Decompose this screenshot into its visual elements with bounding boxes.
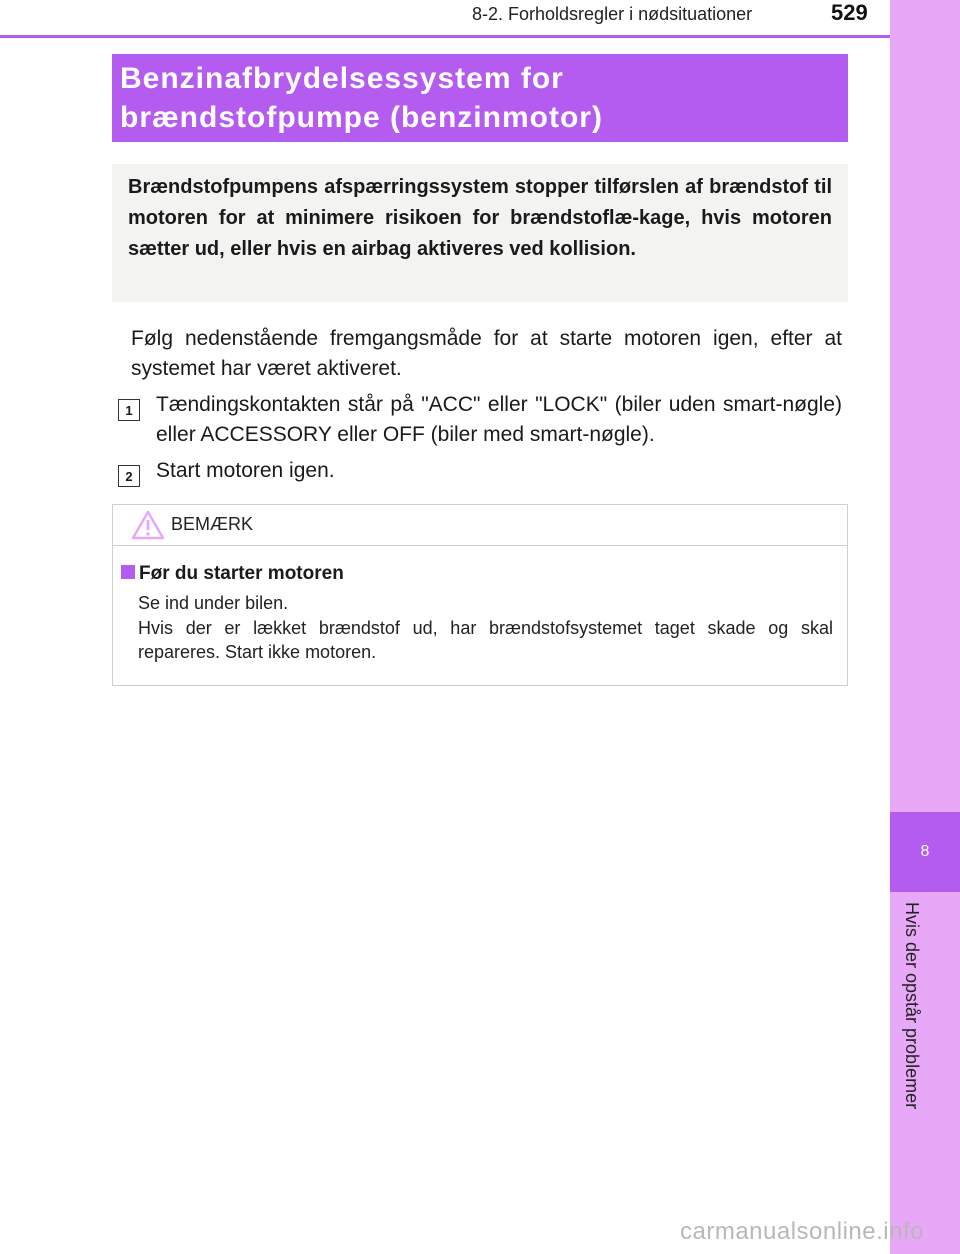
step-2 (118, 456, 842, 486)
intro-box (112, 164, 848, 302)
step-number-badge: 2 (118, 465, 140, 487)
notice-subheading-text: Før du starter motoren (139, 563, 344, 584)
header-divider (0, 35, 890, 38)
notice-line-2: Hvis der er lækket brændstof ud, har brændstofsystemet taget skade og skal repareres. Start ikke motoren. (138, 617, 833, 662)
chapter-number-tab: 8 (890, 812, 960, 892)
warning-triangle-icon (131, 510, 165, 545)
watermark: carmanualsonline.info (680, 1218, 924, 1245)
notice-header (113, 505, 847, 546)
body-paragraph: Følg nedenstående fremgangsmåde for at starte motoren igen, efter at systemet har været aktiveret. (131, 327, 842, 380)
step-text: Start motoren igen. (156, 459, 335, 482)
step-number-badge: 1 (118, 399, 140, 421)
page-number: 529 (831, 0, 868, 25)
notice-label: BEMÆRK (171, 514, 254, 534)
section-title (112, 54, 848, 142)
section-title-line-2: brændstofpumpe (benzinmotor) (120, 101, 603, 134)
step-1 (118, 390, 842, 450)
section-title-line-1: Benzinafbrydelsessystem for (120, 62, 564, 95)
square-bullet-icon (121, 565, 135, 579)
intro-text: Brændstofpumpens afspærringssystem stopper tilførslen af brændstof til motoren for at minimere risikoen for brændstoflæ-kage, hvis motoren sætter ud, eller hvis en airbag aktiveres ved kollision. (128, 176, 832, 260)
section-header: 8-2. Forholdsregler i nødsituationer (472, 4, 753, 24)
notice-body (138, 591, 833, 665)
step-text: Tændingskontakten står på "ACC" eller "LOCK" (biler uden smart-nøgle) eller ACCESSORY eller OFF (biler med smart-nøgle). (156, 393, 842, 446)
notice-subheading (121, 563, 344, 585)
chapter-title: Hvis der opstår problemer (902, 902, 922, 1110)
notice-line-1: Se ind under bilen. (138, 593, 289, 613)
notice-box (112, 504, 848, 686)
